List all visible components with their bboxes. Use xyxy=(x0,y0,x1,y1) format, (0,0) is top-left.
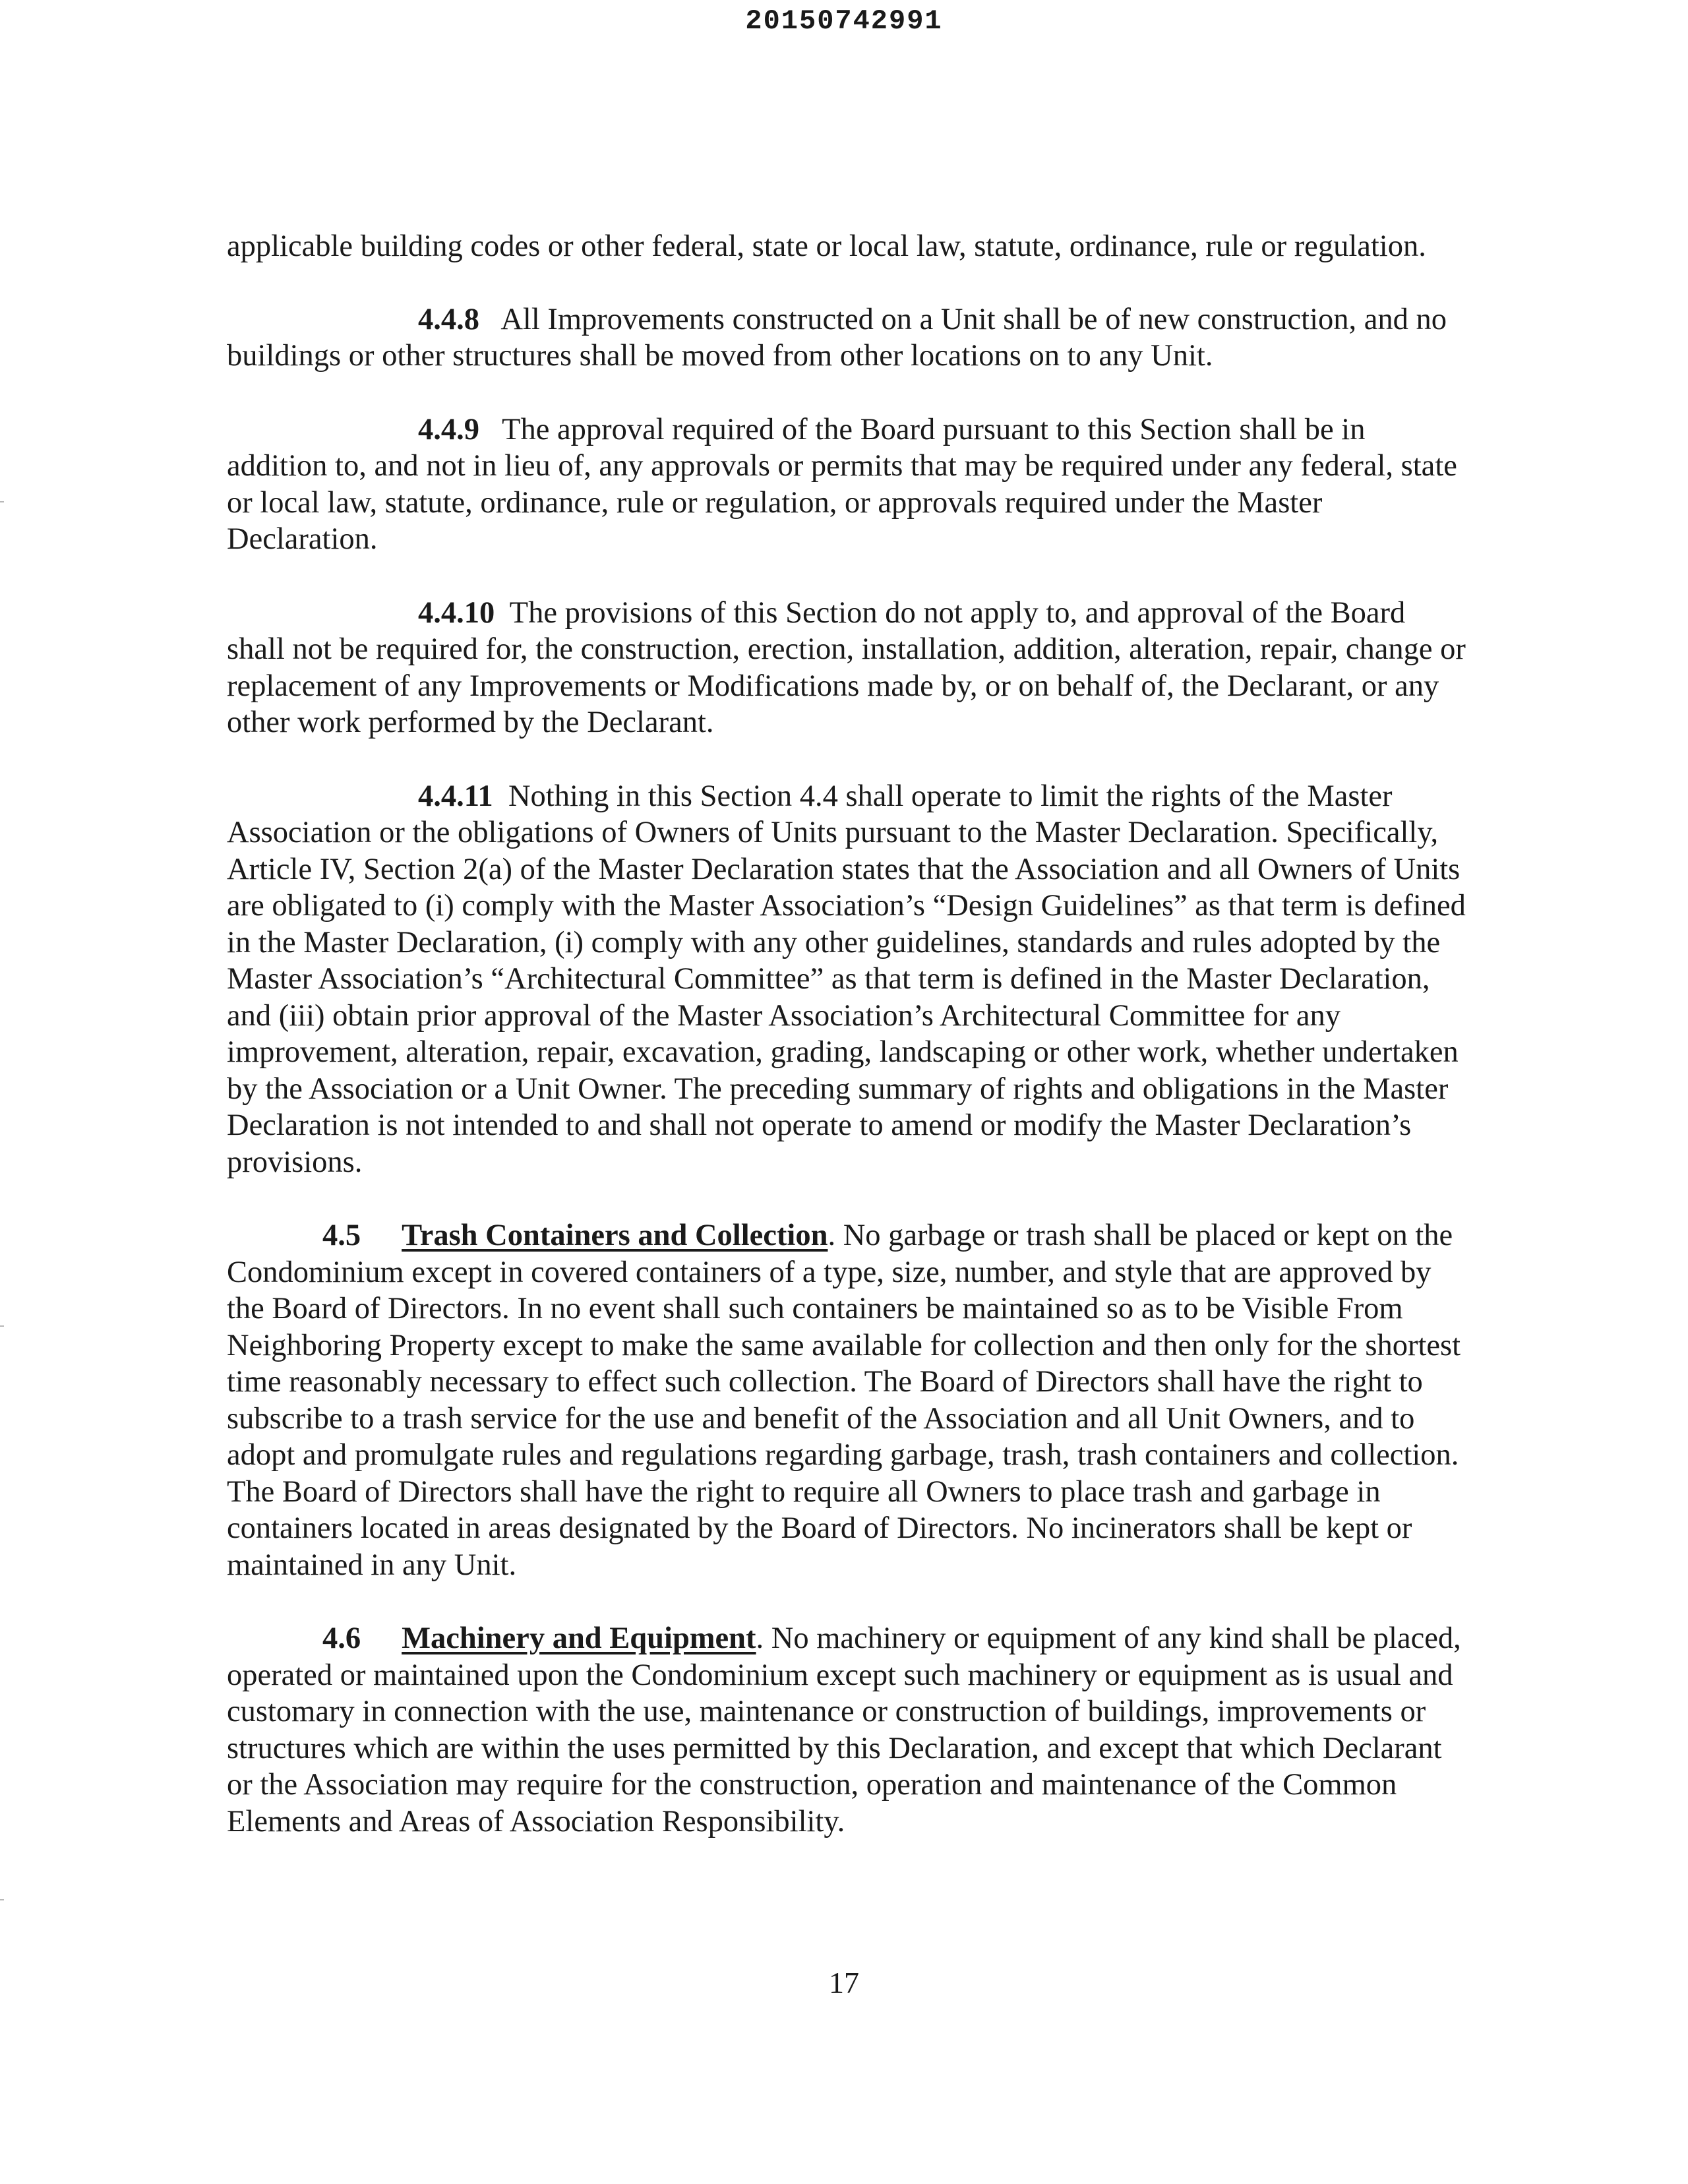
paragraph-4-4-10 xyxy=(227,595,1466,741)
paragraph-text: applicable building codes or other federal, state or local law, statute, ordinance, rule or regulation. xyxy=(227,229,1426,263)
paragraph-text: . No garbage or trash shall be placed or kept on the Condominium except in covered containers of a type, size, number, and style that are approved by the Board of Directors. In no event shall such containers be maintained so as to be Visible From Neighboring Property except to make the same available for collection and then only for the shortest time reasonably necessary to effect such collection. The Board of Directors shall have the right to subscribe to a trash service for the use and benefit of the Association and all Unit Owners, and to adopt and promulgate rules and regulations regarding garbage, trash, trash containers and collection. The Board of Directors shall have the right to require all Owners to place trash and garbage in containers located in areas designated by the Board of Directors. No incinerators shall be kept or maintained in any Unit. xyxy=(227,1219,1461,1582)
section-number: 4.4.8 xyxy=(418,302,479,336)
document-number: 20150742991 xyxy=(745,5,943,37)
section-heading: Machinery and Equipment xyxy=(402,1622,756,1655)
paragraph-text: The approval required of the Board pursuant to this Section shall be in addition to, and not in lieu of, any approvals or permits that may be required under any federal, state or local law, statute, ordinance, rule or regulation, or approvals required under the Master Declaration. xyxy=(227,412,1457,556)
section-number: 4.6 xyxy=(322,1622,361,1655)
paragraph-continuation xyxy=(227,228,1466,265)
paragraph-text: The provisions of this Section do not apply to, and approval of the Board shall not be required for, the construction, erection, installation, addition, alteration, repair, change or replacement of any Improvements or Modifications made by, or on behalf of, the Declarant, or any other work performed by the Declarant. xyxy=(227,595,1466,739)
paragraph-text: Nothing in this Section 4.4 shall operate to limit the rights of the Master Association or the obligations of Owners of Units pursuant to the Master Declaration. Specifically, Article IV, Section 2(a) of the Master Declaration states that the Association and all Owners of Units are obligated to (i) comply with the Master Association’s “Design Guidelines” as that term is defined in the Master Declaration, (i) comply with any other guidelines, standards and rules adopted by the Master Association’s “Architectural Committee” as that term is defined in the Master Declaration, and (iii) obtain prior approval of the Master Association’s Architectural Committee for any improvement, alteration, repair, excavation, grading, landscaping or other work, whether undertaken by the Association or a Unit Owner. The preceding summary of rights and obligations in the Master Declaration is not intended to and shall not operate to amend or modify the Master Declaration’s provisions. xyxy=(227,779,1466,1179)
paragraph-text: All Improvements constructed on a Unit shall be of new construction, and no buildings or other structures shall be moved from other locations on to any Unit. xyxy=(227,302,1447,373)
section-number: 4.4.11 xyxy=(418,779,493,813)
scan-edge-mark xyxy=(0,1899,4,1900)
section-number: 4.4.9 xyxy=(418,412,479,446)
section-4-6 xyxy=(227,1620,1466,1840)
paragraph-4-4-8 xyxy=(227,301,1466,375)
document-body xyxy=(227,228,1466,1877)
section-heading: Trash Containers and Collection xyxy=(402,1219,828,1252)
section-number: 4.4.10 xyxy=(418,595,495,630)
scan-edge-mark xyxy=(0,501,4,502)
paragraph-text: . No machinery or equipment of any kind shall be placed, operated or maintained upon the Condominium except such machinery or equipment as is usual and customary in connection with the use, maintenance or construction of buildings, improvements or structures which are within the uses permitted by this Declaration, and except that which Declarant or the Association may require for the construction, operation and maintenance of the Common Elements and Areas of Association Responsibility. xyxy=(227,1622,1461,1838)
page-number: 17 xyxy=(829,1966,859,1999)
section-number: 4.5 xyxy=(322,1219,361,1252)
paragraph-4-4-11 xyxy=(227,778,1466,1181)
section-4-5 xyxy=(227,1217,1466,1583)
paragraph-4-4-9 xyxy=(227,411,1466,558)
scan-edge-mark xyxy=(0,1325,4,1327)
